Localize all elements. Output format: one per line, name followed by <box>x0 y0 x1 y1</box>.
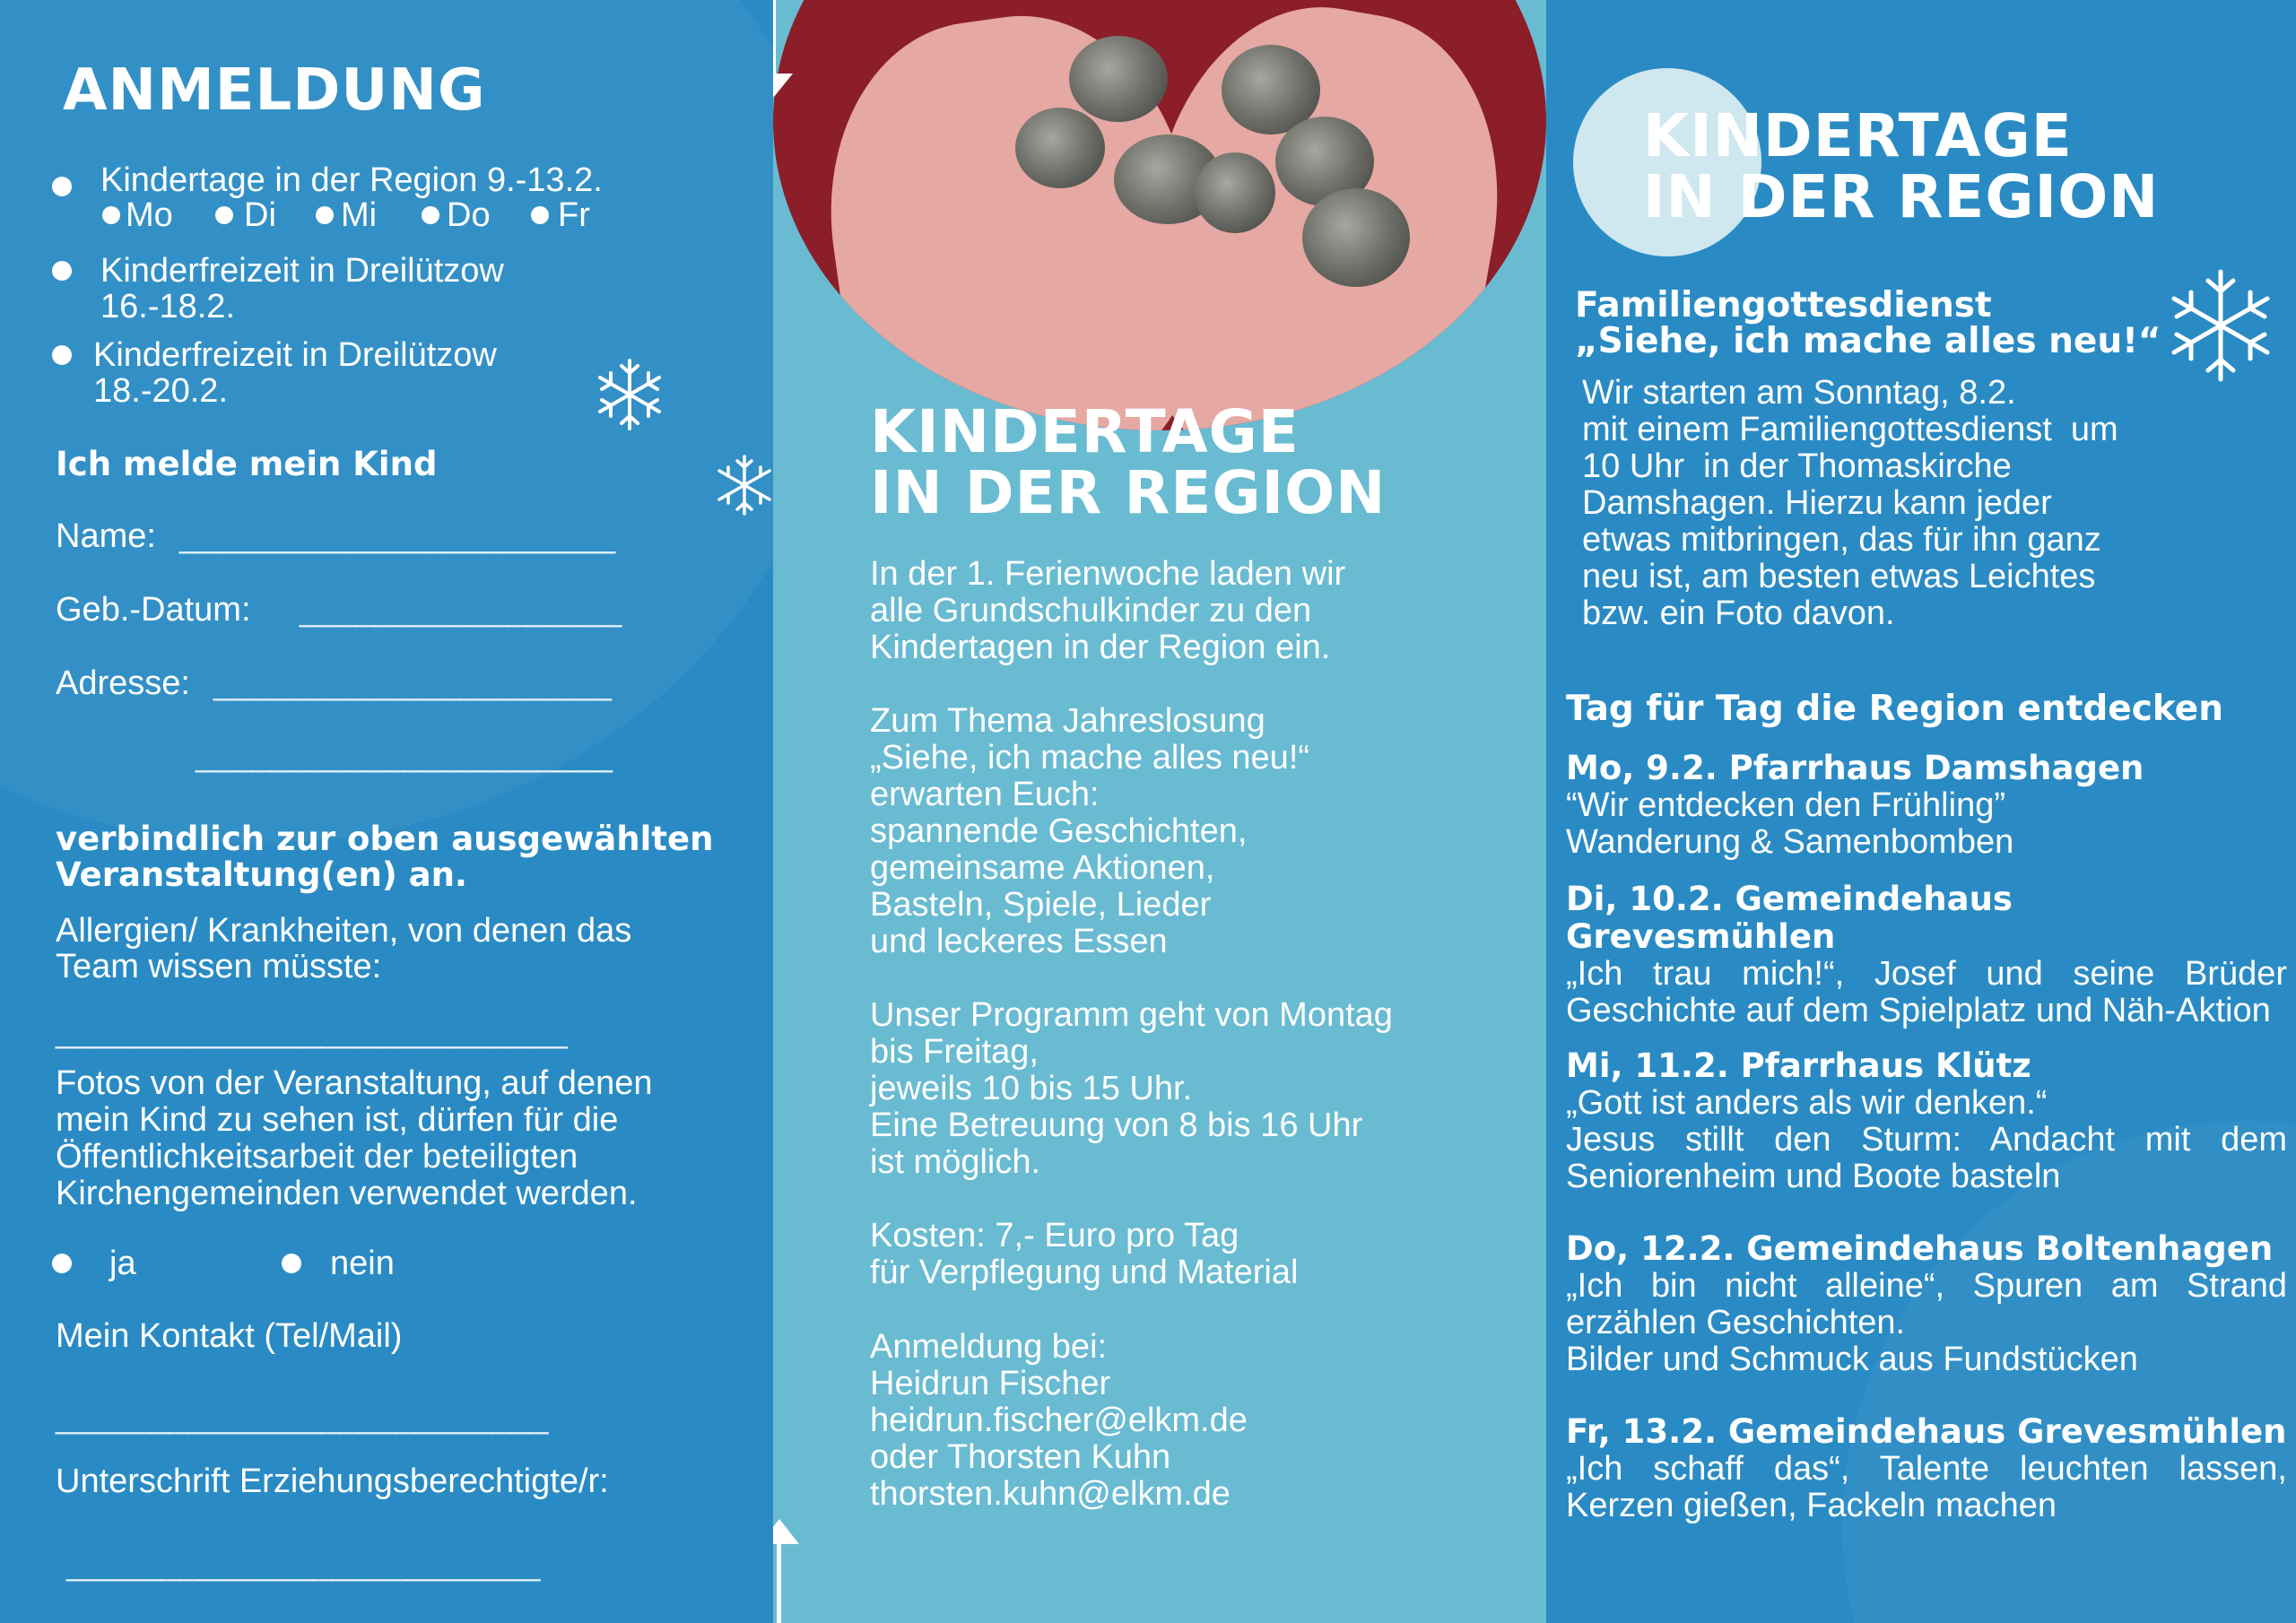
costs-text: Kosten: 7,- Euro pro Tag für Verpflegung und Material <box>870 1217 1299 1291</box>
contact-label: Mein Kontakt (Tel/Mail) <box>56 1317 403 1355</box>
weekday-checkbox-fr[interactable] <box>531 206 549 224</box>
day-title: Mo, 9.2. Pfarrhaus Damshagen <box>1566 749 2144 787</box>
service-heading-line1: Familiengottesdienst <box>1575 285 1992 325</box>
fold-arrow-up <box>777 1542 781 1623</box>
contact-field[interactable]: __________________________ <box>56 1398 549 1436</box>
weekday-checkbox-mo[interactable] <box>102 206 120 224</box>
binding-text-line2: Veranstaltung(en) an. <box>56 855 467 894</box>
info-panel <box>773 0 1546 1623</box>
day-item-fr <box>1566 1413 2287 1524</box>
theme-text: Zum Thema Jahreslosung „Siehe, ich mache alles neu!“ erwarten Euch: spannende Geschichten, gemeinsame Aktionen, Basteln, Spiele, Lieder und leckeres Essen <box>870 702 1310 960</box>
signature-field[interactable]: _________________________ <box>66 1545 541 1583</box>
day-text: „Ich schaff das“, Talente leuchten lassen, Kerzen gießen, Fackeln machen <box>1566 1450 2287 1524</box>
day-item-mi <box>1566 1047 2287 1195</box>
service-heading-line2: „Siehe, ich mache alles neu!“ <box>1575 321 2161 361</box>
photo-consent-text: Fotos von der Veranstaltung, auf denen mein Kind zu sehen ist, dürfen für die Öffentlichkeitsarbeit der beteiligten Kirchengemeinden verwendet werden. <box>56 1064 653 1212</box>
registration-panel <box>0 0 773 1623</box>
right-title-line2: IN DER REGION <box>1643 162 2160 231</box>
weekday-checkbox-di[interactable] <box>215 206 233 224</box>
day-item-do <box>1566 1230 2287 1378</box>
weekday-label-mo: Mo <box>126 196 173 234</box>
dob-label: Geb.-Datum: <box>56 591 251 629</box>
service-text: Wir starten am Sonntag, 8.2. mit einem Familiengottesdienst um 10 Uhr in der Thomaskirche Damshagen. Hierzu kann jeder etwas mitbringen, das für ihn ganz neu ist, am besten etwas Leichtes bzw. ein Foto davon. <box>1582 374 2118 632</box>
day-text: “Wir entdecken den Frühling” Wanderung & Samenbomben <box>1566 786 2014 861</box>
day-title: Fr, 13.2. Gemeindehaus Grevesmühlen <box>1566 1412 2287 1451</box>
weekday-label-fr: Fr <box>558 196 590 234</box>
weekday-label-do: Do <box>447 196 491 234</box>
snail-shell <box>1302 188 1410 287</box>
option-freizeit-1-date: 16.-18.2. <box>100 288 235 325</box>
weekday-checkbox-mi[interactable] <box>316 206 334 224</box>
arrow-down-icon <box>773 74 793 97</box>
option-checkbox-freizeit-1[interactable] <box>52 261 72 281</box>
weekday-checkbox-do[interactable] <box>422 206 439 224</box>
day-title: Di, 10.2. Gemeindehaus Grevesmühlen <box>1566 880 2013 956</box>
snail-shell <box>1015 108 1105 188</box>
address-field-line2[interactable]: ______________________ <box>196 736 613 774</box>
name-field[interactable]: _______________________ <box>179 517 616 555</box>
intro-text: In der 1. Ferienwoche laden wir alle Grundschulkinder zu den Kindertagen in der Region ein. <box>870 555 1346 666</box>
address-field[interactable]: _____________________ <box>213 664 612 702</box>
weekday-label-di: Di <box>244 196 276 234</box>
option-checkbox-freizeit-2[interactable] <box>52 345 72 365</box>
snail-shell <box>1069 36 1168 122</box>
option-freizeit-2-date: 18.-20.2. <box>93 372 228 410</box>
option-checkbox-kindertage[interactable] <box>52 177 72 196</box>
allergy-label-line1: Allergien/ Krankheiten, von denen das <box>56 912 632 950</box>
registration-contact-text: Anmeldung bei: Heidrun Fischer heidrun.fischer@elkm.de oder Thorsten Kuhn thorsten.kuhn@elkm.de <box>870 1328 1248 1513</box>
consent-yes-label: ja <box>109 1245 136 1282</box>
middle-title-line2: IN DER REGION <box>870 458 1387 527</box>
name-label: Name: <box>56 517 156 555</box>
snowflake-icon <box>716 454 773 516</box>
program-text: Unser Programm geht von Montag bis Freitag, jeweils 10 bis 15 Uhr. Eine Betreuung von 8 bis 16 Uhr ist möglich. <box>870 996 1393 1181</box>
day-text: „Gott ist anders als wir denken.“ Jesus stillt den Sturm: Andacht mit dem Seniorenheim und Boote basteln <box>1566 1084 2287 1195</box>
consent-no-radio[interactable] <box>282 1254 301 1273</box>
allergy-field[interactable]: ___________________________ <box>56 1012 568 1050</box>
day-item-mo <box>1566 750 2287 861</box>
weekday-label-mi: Mi <box>341 196 378 234</box>
consent-yes-radio[interactable] <box>52 1254 72 1273</box>
day-title: Mi, 11.2. Pfarrhaus Klütz <box>1566 1046 2031 1085</box>
day-text: „Ich trau mich!“, Josef und seine Brüder Geschichte auf dem Spielplatz und Näh-Aktion <box>1566 955 2287 1029</box>
days-heading: Tag für Tag die Region entdecken <box>1566 689 2223 729</box>
middle-title-line1: KINDERTAGE <box>870 397 1300 466</box>
fold-arrow-down <box>773 0 776 82</box>
consent-no-label: nein <box>330 1245 395 1282</box>
day-item-di <box>1566 881 2287 1029</box>
snowflake-icon <box>2165 265 2276 386</box>
right-title-line1: KINDERTAGE <box>1643 101 2073 170</box>
binding-text-line1: verbindlich zur oben ausgewählten <box>56 820 714 858</box>
arrow-up-icon <box>773 1519 799 1544</box>
option-freizeit-1-label: Kinderfreizeit in Dreilützow <box>100 252 504 290</box>
address-label: Adresse: <box>56 664 190 702</box>
program-panel <box>1546 0 2296 1623</box>
allergy-label-line2: Team wissen müsste: <box>56 948 382 985</box>
dob-field[interactable]: _________________ <box>300 591 622 629</box>
registration-title: ANMELDUNG <box>63 57 486 124</box>
day-title: Do, 12.2. Gemeindehaus Boltenhagen <box>1566 1229 2274 1268</box>
register-heading: Ich melde mein Kind <box>56 445 438 483</box>
option-freizeit-2-label: Kinderfreizeit in Dreilützow <box>93 336 497 374</box>
day-text: „Ich bin nicht alleine“, Spuren am Strand erzählen Geschichten. Bilder und Schmuck aus Fundstücken <box>1566 1267 2287 1378</box>
snail-shell <box>1195 152 1275 233</box>
snail-shells-photo <box>773 0 1546 430</box>
signature-label: Unterschrift Erziehungsberechtigte/r: <box>56 1462 609 1500</box>
option-kindertage-label: Kindertage in der Region 9.-13.2. <box>100 161 603 199</box>
snowflake-icon <box>596 357 664 432</box>
